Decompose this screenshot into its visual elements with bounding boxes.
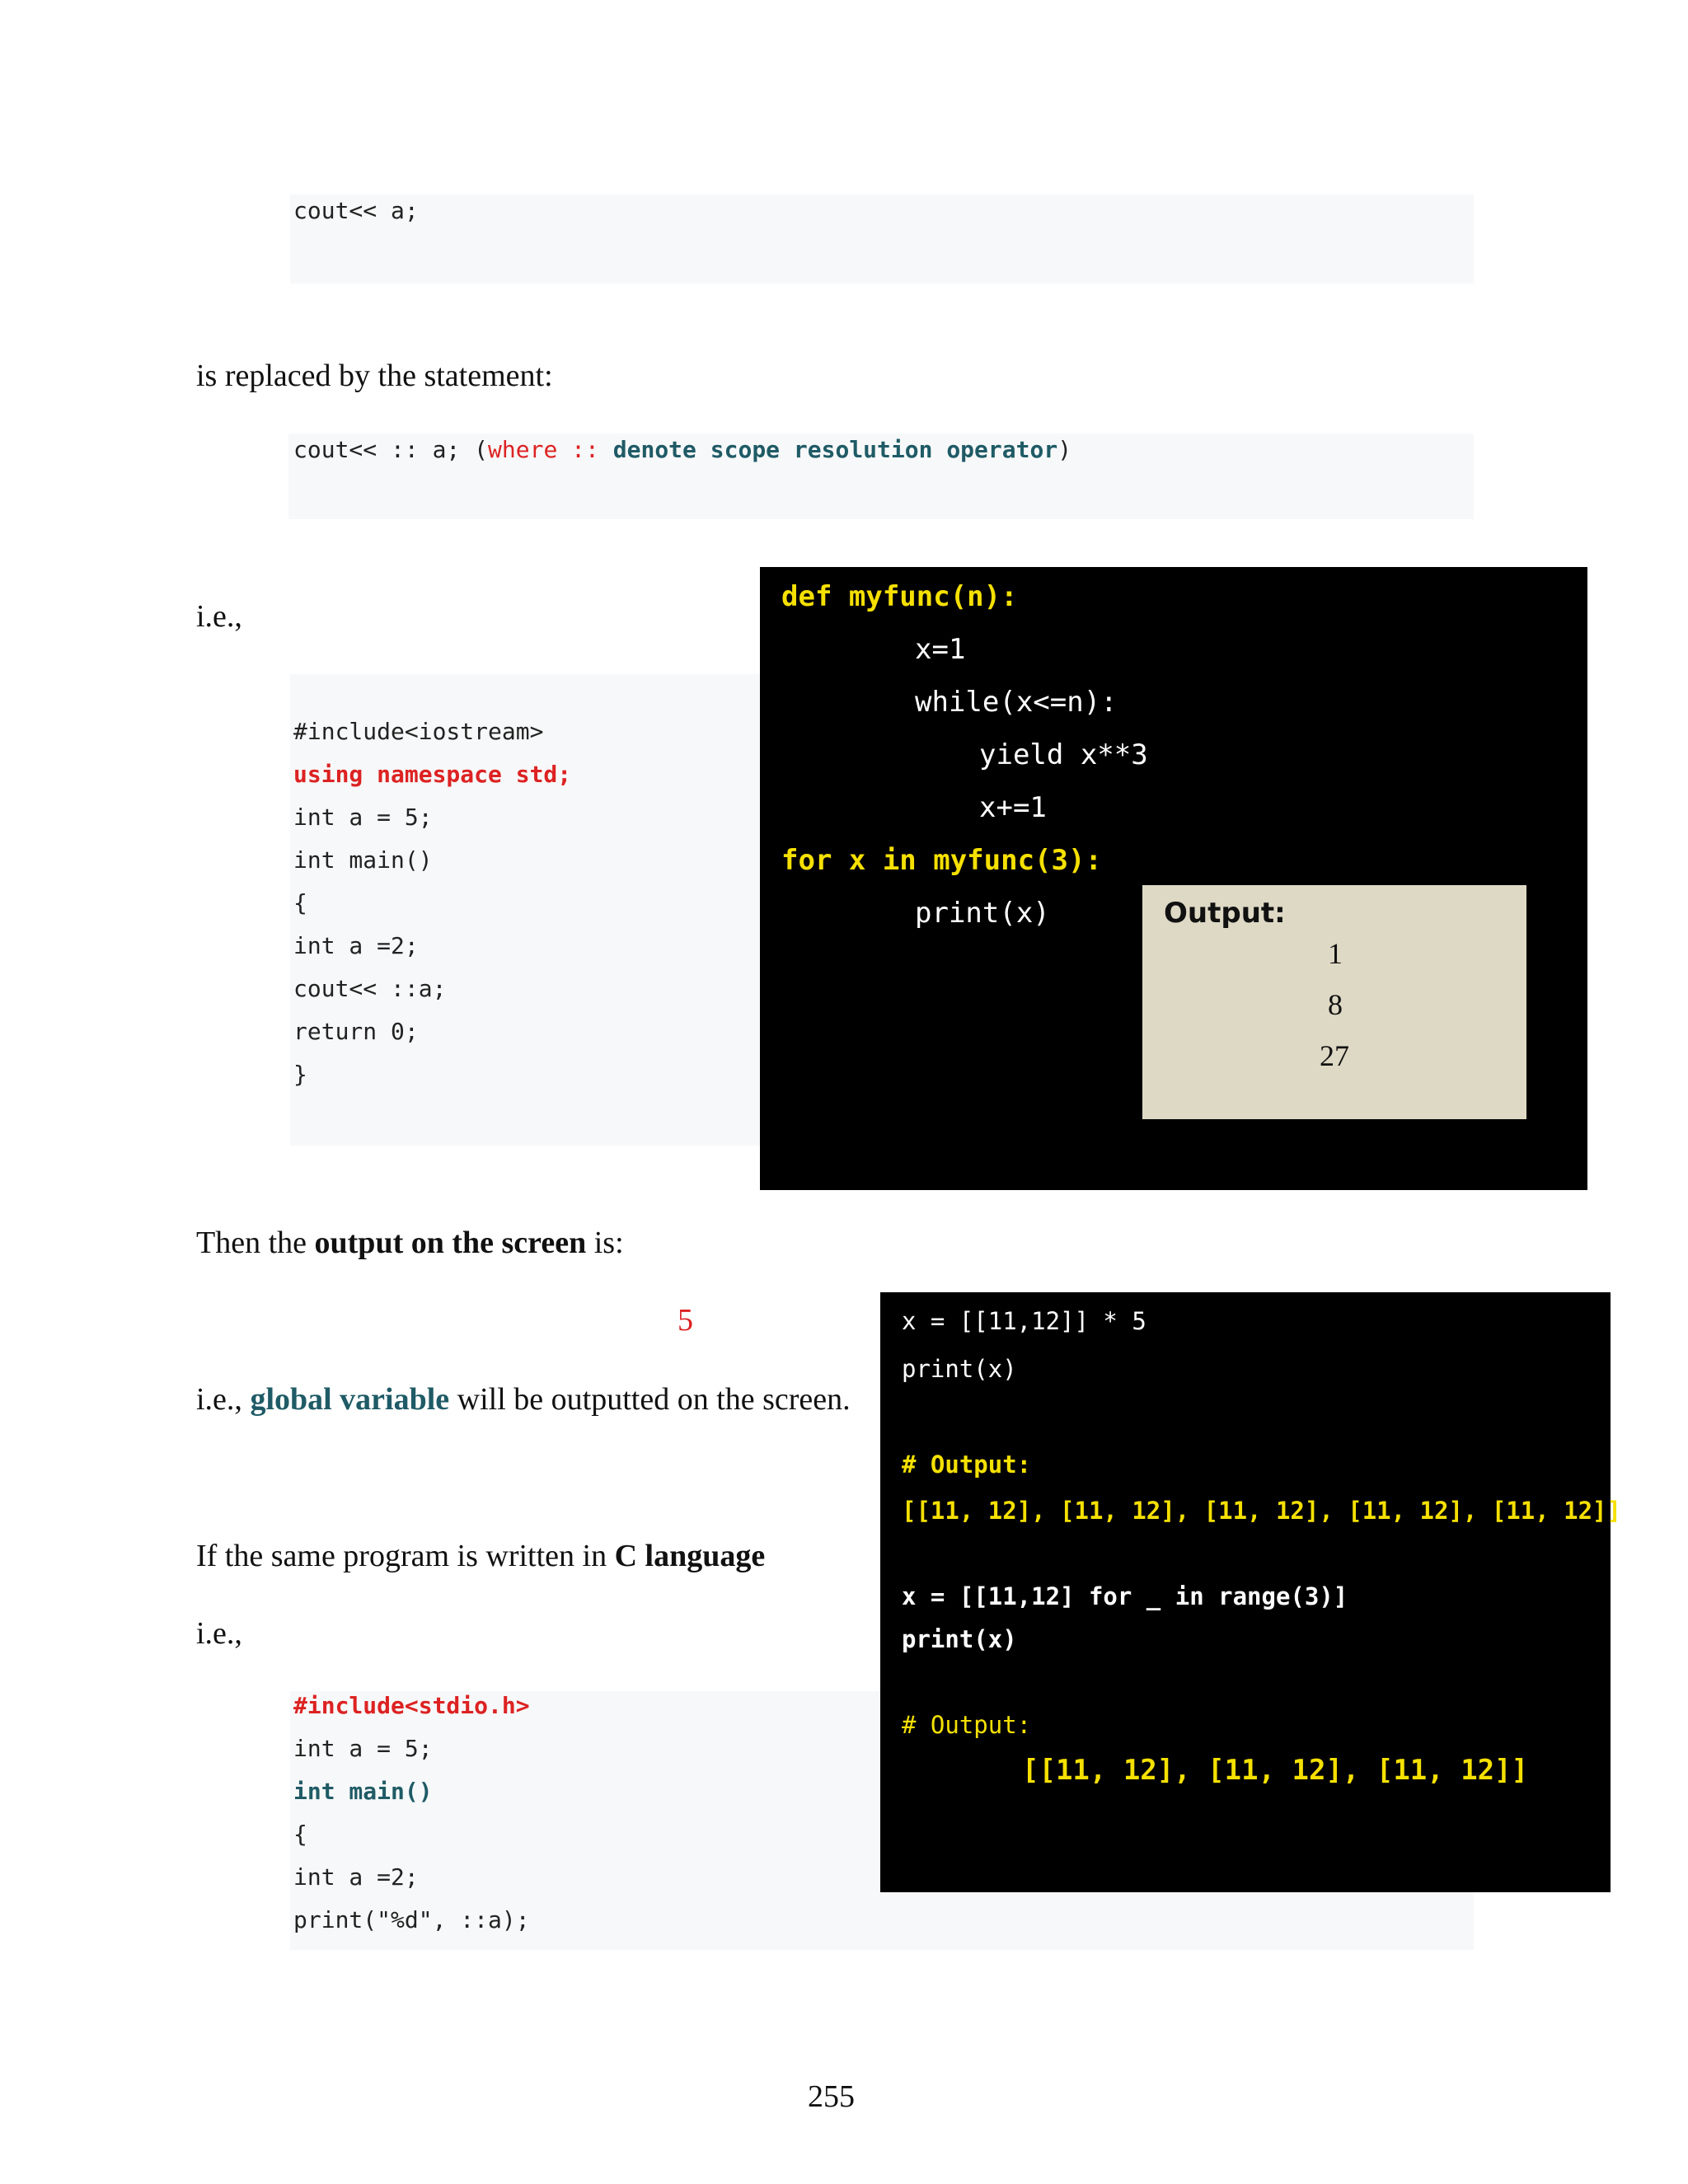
scope-code: cout<< :: a; ( [293,436,489,463]
output-value-1: 1 [1328,937,1343,970]
ie-label-2: i.e., [196,1616,242,1651]
then-pre: Then the [196,1226,315,1260]
c-line-1: #include<stdio.h> [293,1692,530,1719]
generator-output-box [1142,885,1526,1119]
clang-pre: If the same program is written in [196,1539,615,1573]
python-list-box [880,1292,1621,1892]
py-list-line-4: print(x) [902,1625,1017,1653]
code-line: cout<< a; [293,197,419,224]
then-post: is: [586,1226,624,1260]
ie-label-1: i.e., [196,599,242,634]
py-list-output-1: [[11, 12], [11, 12], [11, 12], [11, 12], [11, 12]] [902,1497,1621,1525]
output-label: Output: [1164,897,1286,930]
global-pre: i.e., [196,1382,251,1417]
py-list-line-3: x = [[11,12] for _ in range(3)] [902,1582,1348,1610]
cpp-line-2: using namespace std; [293,761,572,788]
c-line-4: { [293,1821,307,1848]
scope-op: :: [571,436,599,463]
then-bold: output on the screen [314,1226,587,1260]
cpp-line-9: } [293,1061,307,1088]
cpp-line-6: int a =2; [293,932,419,959]
py-gen-line-2: x=1 [915,633,966,666]
py-gen-line-1: def myfunc(n): [781,580,1018,613]
paragraph-replaced: is replaced by the statement: [196,359,553,393]
scope-where: where [488,436,558,463]
py-gen-line-6: for x in myfunc(3): [781,844,1102,877]
py-gen-line-5: x+=1 [979,791,1047,824]
py-gen-line-7: print(x) [915,897,1050,930]
c-line-3: int main() [293,1778,433,1805]
paragraph-global-variable [196,1380,851,1419]
scope-desc: denote scope resolution operator [612,436,1058,463]
py-list-comment-1: # Output: [902,1451,1032,1479]
c-line-5: int a =2; [293,1863,419,1891]
clang-bold: C language [614,1539,766,1573]
py-gen-line-3: while(x<=n): [915,686,1118,719]
cpp-line-4: int main() [293,846,433,874]
global-post: will be outputted on the screen. [449,1382,851,1417]
c-line-6: print("%d", ::a); [293,1906,530,1933]
global-highlight: global variable [250,1382,450,1417]
output-value-3: 27 [1320,1039,1349,1072]
py-list-line-2: print(x) [902,1355,1017,1383]
scope-close: ) [1057,436,1072,463]
code-block-cout [290,194,1474,284]
scope-code-line [293,429,1071,471]
paragraph-then-output [196,1223,624,1263]
cpp-line-1: #include<iostream> [293,718,544,745]
cpp-line-8: return 0; [293,1018,419,1045]
page-number: 255 [808,2079,855,2114]
cpp-line-7: cout<< ::a; [293,975,447,1002]
py-list-line-1: x = [[11,12]] * 5 [902,1307,1146,1335]
cpp-line-5: { [293,889,307,916]
c-line-2: int a = 5; [293,1735,433,1762]
output-value-2: 8 [1328,988,1343,1021]
py-list-output-2: [[11, 12], [11, 12], [11, 12]] [1022,1754,1529,1787]
paragraph-c-language [196,1536,765,1576]
py-gen-line-4: yield x**3 [979,738,1148,771]
output-value-5: 5 [678,1303,693,1338]
cpp-line-3: int a = 5; [293,804,433,831]
py-list-comment-2: # Output: [902,1711,1032,1739]
